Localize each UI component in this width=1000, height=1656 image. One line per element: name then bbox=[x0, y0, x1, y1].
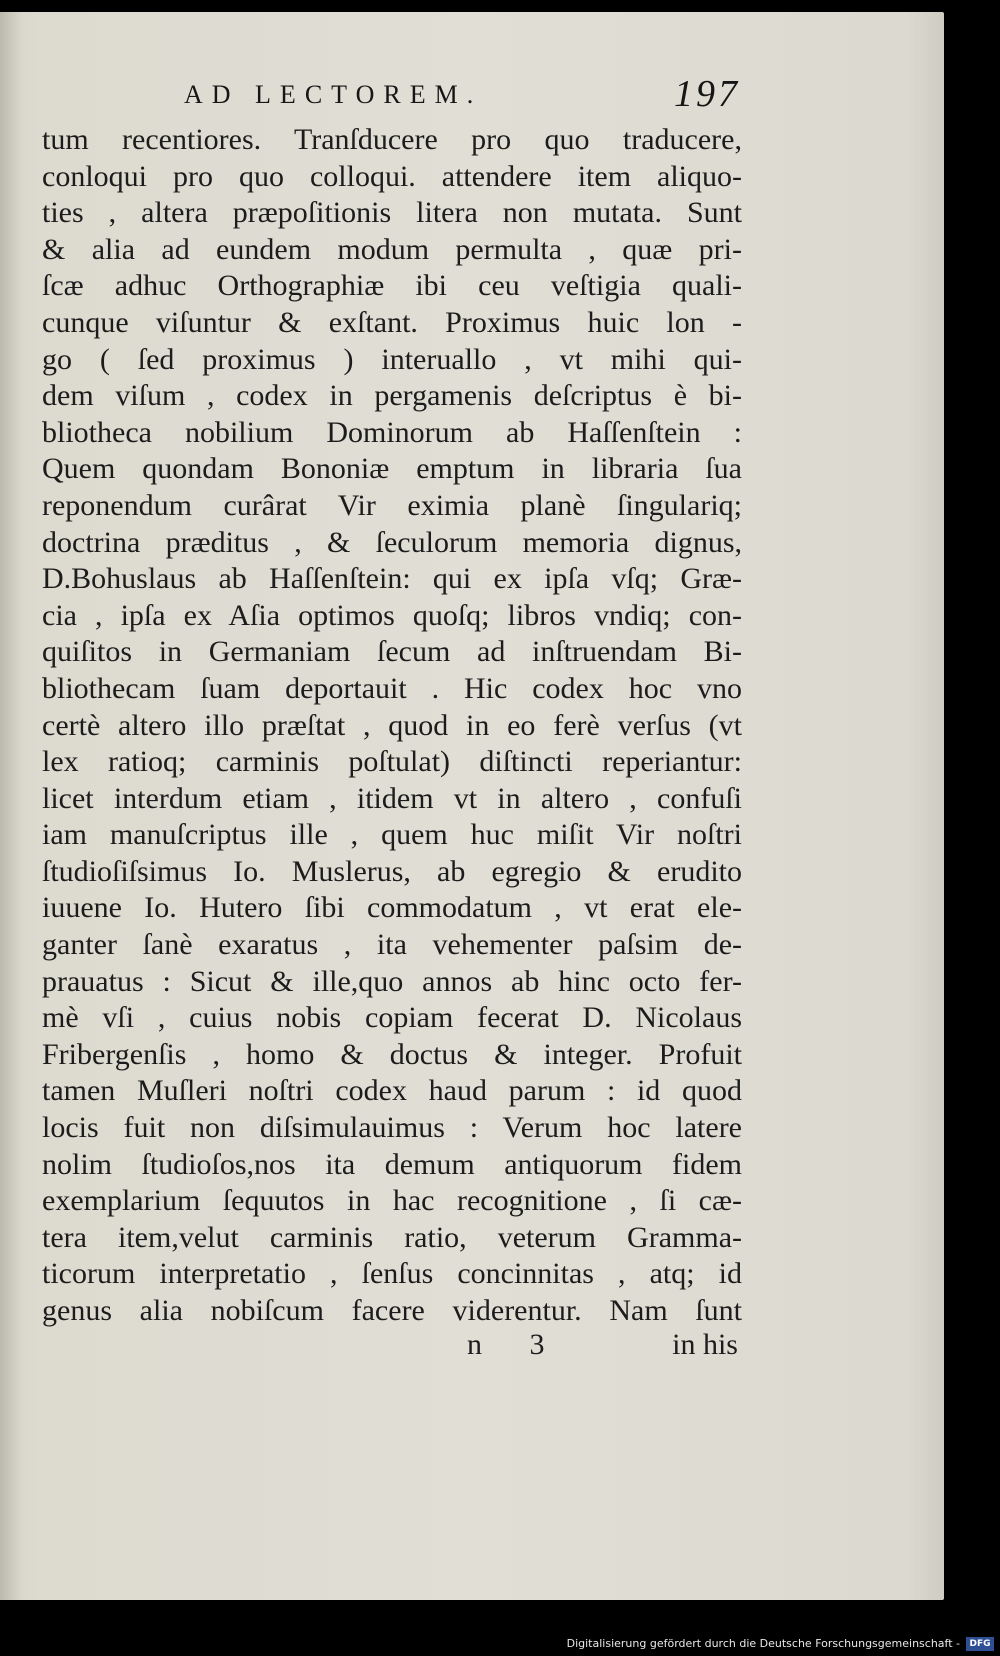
text-line: locis fuit non diſsimulauimus : Verum hoc latere bbox=[42, 1111, 742, 1145]
text-line: tum recentiores. Tranſducere pro quo traducere, bbox=[42, 123, 742, 156]
page-footer bbox=[42, 1328, 742, 1368]
signature-mark: n 3 bbox=[467, 1328, 565, 1361]
text-line: quiſitos in Germaniam ſecum ad inſtruendam Bi- bbox=[42, 635, 742, 669]
text-line: licet interdum etiam , itidem vt in altero , confuſi bbox=[42, 781, 742, 815]
catchword: in his bbox=[672, 1328, 738, 1361]
text-line: ſcæ adhuc Orthographiæ ibi ceu veſtigia quali- bbox=[42, 269, 742, 303]
text-line: mè vſi , cuius nobis copiam fecerat D. Nicolaus bbox=[42, 1001, 742, 1035]
book-page bbox=[0, 12, 944, 1600]
text-line: tera item,velut carminis ratio, veterum Gramma- bbox=[42, 1220, 742, 1254]
text-line: bliothecam ſuam deportauit . Hic codex hoc vno bbox=[42, 671, 742, 705]
text-line: iuuene Io. Hutero ſibi commodatum , vt erat ele- bbox=[42, 891, 742, 925]
funding-credit: Digitalisierung gefördert durch die Deutsche Forschungsgemeinschaft - bbox=[566, 1637, 960, 1650]
text-line: nolim ſtudioſos,nos ita demum antiquorum fidem bbox=[42, 1147, 742, 1181]
text-line: ties , altera præpoſitionis litera non mutata. Sunt bbox=[42, 196, 742, 230]
text-line: doctrina præditus , & ſeculorum memoria dignus, bbox=[42, 525, 742, 559]
text-line: ticorum interpretatio , ſenſus concinnitas , atq; id bbox=[42, 1257, 742, 1291]
body-text bbox=[42, 122, 742, 1330]
text-line: tamen Muſleri noſtri codex haud parum : id quod bbox=[42, 1074, 742, 1108]
running-head: AD LECTOREM. bbox=[184, 80, 483, 109]
text-line: certè altero illo præſtat , quod in eo ferè verſus (vt bbox=[42, 708, 742, 742]
text-line: Fribergenſis , homo & doctus & integer. Profuit bbox=[42, 1037, 742, 1071]
dfg-logo-icon: DFG bbox=[966, 1637, 994, 1651]
text-line: lex ratioq; carminis poſtulat) diſtincti reperiantur: bbox=[42, 745, 742, 779]
text-line: ſtudioſiſsimus Io. Muslerus, ab egregio & erudito bbox=[42, 854, 742, 888]
credit-bar bbox=[0, 1628, 1000, 1656]
page-header bbox=[44, 64, 740, 114]
text-line: Quem quondam Bononiæ emptum in libraria ſua bbox=[42, 452, 742, 486]
text-line: & alia ad eundem modum permulta , quæ pri- bbox=[42, 232, 742, 266]
text-line: exemplarium ſequutos in hac recognitione , ſi cæ- bbox=[42, 1184, 742, 1218]
text-line: conloqui pro quo colloqui. attendere item aliquo- bbox=[42, 159, 742, 193]
text-line: ganter ſanè exaratus , ita vehementer paſsim de- bbox=[42, 928, 742, 962]
text-line: cia , ipſa ex Aſia optimos quoſq; libros vndiq; con- bbox=[42, 598, 742, 632]
page-number: 197 bbox=[674, 73, 740, 115]
text-line: bliotheca nobilium Dominorum ab Haſſenſtein : bbox=[42, 415, 742, 449]
text-line: genus alia nobiſcum facere viderentur. Nam ſunt bbox=[42, 1294, 742, 1327]
text-line: cunque viſuntur & exſtant. Proximus huic lon - bbox=[42, 305, 742, 339]
gutter-shadow bbox=[0, 12, 22, 1600]
text-line: go ( ſed proximus ) interuallo , vt mihi qui- bbox=[42, 342, 742, 376]
text-line: D.Bohuslaus ab Haſſenſtein: qui ex ipſa vſq; Græ- bbox=[42, 562, 742, 596]
text-line: prauatus : Sicut & ille,quo annos ab hinc octo fer- bbox=[42, 964, 742, 998]
text-line: reponendum curârat Vir eximia planè ſingulariq; bbox=[42, 488, 742, 522]
text-line: iam manuſcriptus ille , quem huc miſit Vir noſtri bbox=[42, 818, 742, 852]
text-line: dem viſum , codex in pergamenis deſcriptus è bi- bbox=[42, 379, 742, 413]
